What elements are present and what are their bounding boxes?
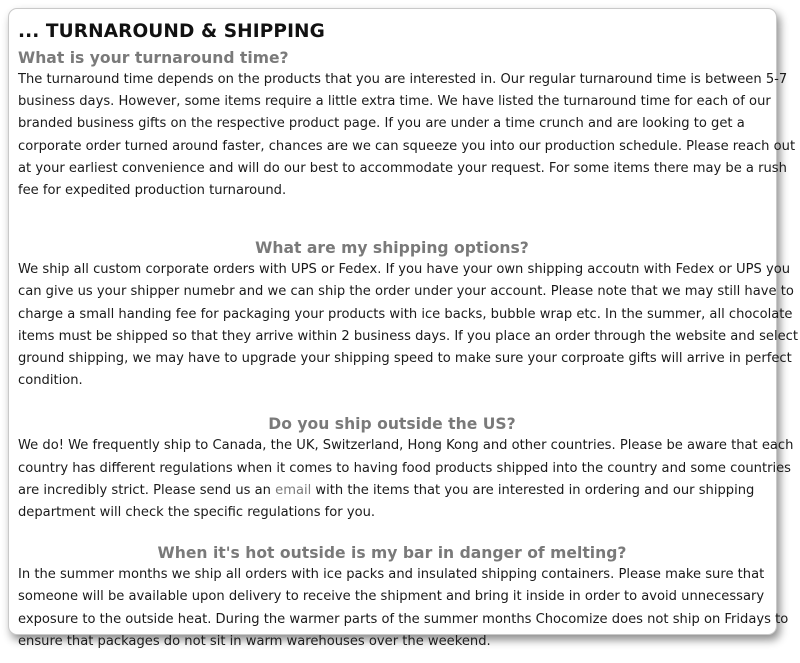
spacer: [18, 202, 766, 237]
answer-line: items must be shipped so that they arrive within 2 business days. If you place an order through the website and select: [18, 328, 798, 344]
faq-section-international: [18, 413, 794, 524]
answer-line: [18, 480, 766, 502]
answer-line: someone will be available upon delivery to receive the shipment and bring it inside in order to avoid unnecessary: [18, 589, 765, 605]
answer-line: ensure that packages do not sit in warm warehouses over the weekend.: [18, 633, 491, 649]
faq-question: What are my shipping options?: [255, 239, 529, 258]
spacer: [18, 524, 766, 542]
faq-answer: [18, 435, 794, 524]
answer-line: business days. However, some items require a little extra time. We have listed the turnaround time for each of our: [18, 94, 771, 110]
page-title: ... TURNAROUND & SHIPPING: [18, 21, 325, 42]
answer-line: In the summer months we ship all orders with ice packs and insulated shipping containers. Please make sure that: [18, 567, 765, 583]
faq-question: When it's hot outside is my bar in danger of melting?: [157, 544, 627, 563]
answer-text: are incredibly strict. Please send us an: [18, 482, 276, 498]
email-link[interactable]: email: [275, 482, 312, 498]
answer-line: condition.: [18, 373, 83, 389]
answer-line: corporate order turned around faster, chances are we can squeeze you into our production schedule. Please reach out: [18, 138, 796, 154]
answer-line: fee for expedited production turnaround.: [18, 183, 287, 199]
answer-line: We ship all custom corporate orders with UPS or Fedex. If you have your own shipping accoutn with Fedex or UPS you: [18, 262, 791, 278]
answer-line: ground shipping, we may have to upgrade your shipping speed to make sure your corproate gifts will arrive in perfect: [18, 351, 792, 367]
faq-answer: [18, 69, 796, 202]
faq-question: What is your turnaround time?: [18, 49, 289, 67]
answer-line: at your earliest convenience and will do our best to accommodate your request. For some items there may be a rush: [18, 160, 787, 176]
answer-line: We do! We frequently ship to Canada, the UK, Switzerland, Hong Kong and other countries. Please be aware that each: [18, 438, 794, 454]
faq-answer: [18, 259, 798, 392]
answer-line: exposure to the outside heat. During the warmer parts of the summer months Chocomize does not ship on Fridays to: [18, 611, 789, 627]
faq-section-shipping-options: [18, 237, 798, 392]
answer-line: charge a small handing fee for packaging your products with ice backs, bubble wrap etc. In the summer, all chocolate: [18, 306, 793, 322]
faq-section-turnaround: [18, 47, 796, 202]
answer-line: department will check the specific regulations for you.: [18, 505, 376, 521]
answer-line: can give us your shipper numebr and we can ship the order under your account. Please note that we may still have to: [18, 284, 794, 300]
faq-section-melting: [18, 542, 789, 653]
answer-line: The turnaround time depends on the products that you are interested in. Our regular turnaround time is between 5-7: [18, 72, 788, 87]
answer-text: with the items that you are interested in ordering and our shipping: [311, 482, 755, 498]
answer-line: country has different regulations when it comes to having food products shipped into the country and some countries: [18, 460, 791, 476]
answer-line: branded business gifts on the respective product page. If you are under a time crunch and are looking to get a: [18, 116, 745, 132]
faq-question: Do you ship outside the US?: [268, 415, 516, 434]
faq-answer: [18, 564, 789, 653]
spacer: [18, 392, 766, 413]
faq-card: [8, 8, 798, 649]
